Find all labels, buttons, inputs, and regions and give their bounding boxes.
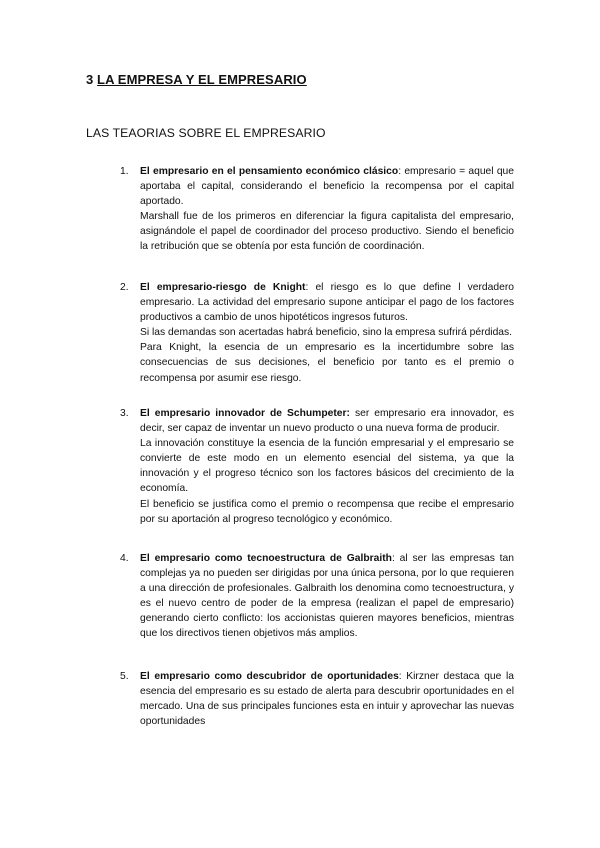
section-heading — [86, 72, 307, 87]
item-text: : el riesgo es lo que define l verdadero empresario. La actividad del empresario supone anticipar el pago de los factores productivos a cambio de unos hipotéticos ingresos futuros. — [140, 282, 514, 324]
item-number: 2. — [120, 282, 129, 293]
item-paragraph: Marshall fue de los primeros en diferenciar la figura capitalista del empresario, asignándole el papel de coordinador del proceso productivo. Siendo el beneficio la retribución que se obtenía por esta función de coordinación. — [140, 211, 514, 253]
item-paragraph: El beneficio se justifica como el premio o recompensa que recibe el empresario por su aportación al progreso tecnológico y económico. — [140, 498, 514, 525]
item-body — [140, 551, 514, 642]
item-title: El empresario como tecnoestructura de Galbraith — [140, 553, 392, 564]
item-title: El empresario-riesgo de Knight — [140, 282, 306, 293]
item-body — [140, 164, 514, 255]
item-paragraph — [140, 551, 514, 642]
item-paragraph — [140, 406, 514, 436]
list-item-2 — [120, 280, 514, 386]
item-text: ser empresario era innovador, es decir, ser capaz de inventar un nuevo producto o una nueva forma de producir. — [140, 408, 515, 435]
item-number: 4. — [120, 553, 129, 564]
item-text: : Kirzner destaca que la esencia del empresario es su estado de alerta para descubrir oportunidades en el mercado. Una de sus principales funciones esta en intuir y aprovechar las nuevas oportunidades — [140, 671, 514, 728]
list-item-5 — [120, 669, 514, 729]
list-item-3 — [120, 406, 514, 527]
item-paragraph — [140, 669, 514, 729]
item-paragraph — [140, 280, 514, 325]
item-number: 1. — [120, 166, 129, 177]
section-title: LA EMPRESA Y EL EMPRESARIO — [97, 72, 307, 87]
item-text: : al ser las empresas tan complejas ya no pueden ser dirigidas por una única persona, por lo que requieren a una dirección de profesionales. Galbraith los denomina como tecnoestructura, y es el nuevo centro de poder de la empresa (realizan el papel de empresario) generando cierto conflicto: los accionistas quieren mayores beneficios, mientras que los directivos tienen objetivos más amplios. — [140, 553, 514, 640]
item-body — [140, 280, 514, 386]
item-paragraph: Para Knight, la esencia de un empresario es la incertidumbre sobre las consecuencias de sus decisiones, el beneficio por tanto es el premio o recompensa por asumir ese riesgo. — [140, 342, 514, 384]
item-paragraph — [140, 164, 514, 209]
item-text: : empresario = aquel que aportaba el capital, considerando el beneficio la recompensa por el capital aportado. — [140, 166, 514, 208]
list-item-1 — [120, 164, 514, 255]
item-paragraph: Si las demandas son acertadas habrá beneficio, sino la empresa sufrirá pérdidas. — [140, 327, 513, 339]
item-title: El empresario como descubridor de oportunidades — [140, 671, 399, 682]
list-item-4 — [120, 551, 514, 642]
item-body — [140, 406, 514, 527]
item-body — [140, 669, 514, 729]
item-title: El empresario en el pensamiento económico clásico — [140, 166, 399, 177]
item-number: 5. — [120, 671, 129, 682]
section-number: 3 — [86, 72, 98, 87]
item-title: El empresario innovador de Schumpeter: — [140, 408, 350, 419]
subheading: LAS TEAORIAS SOBRE EL EMPRESARIO — [86, 126, 326, 140]
item-paragraph: La innovación constituye la esencia de la función empresarial y el empresario se convierte de este modo en un elemento esencial del sistema, ya que la innovación y el progreso técnico son los factores básicos del crecimiento de la economía. — [140, 438, 514, 495]
item-number: 3. — [120, 408, 129, 419]
